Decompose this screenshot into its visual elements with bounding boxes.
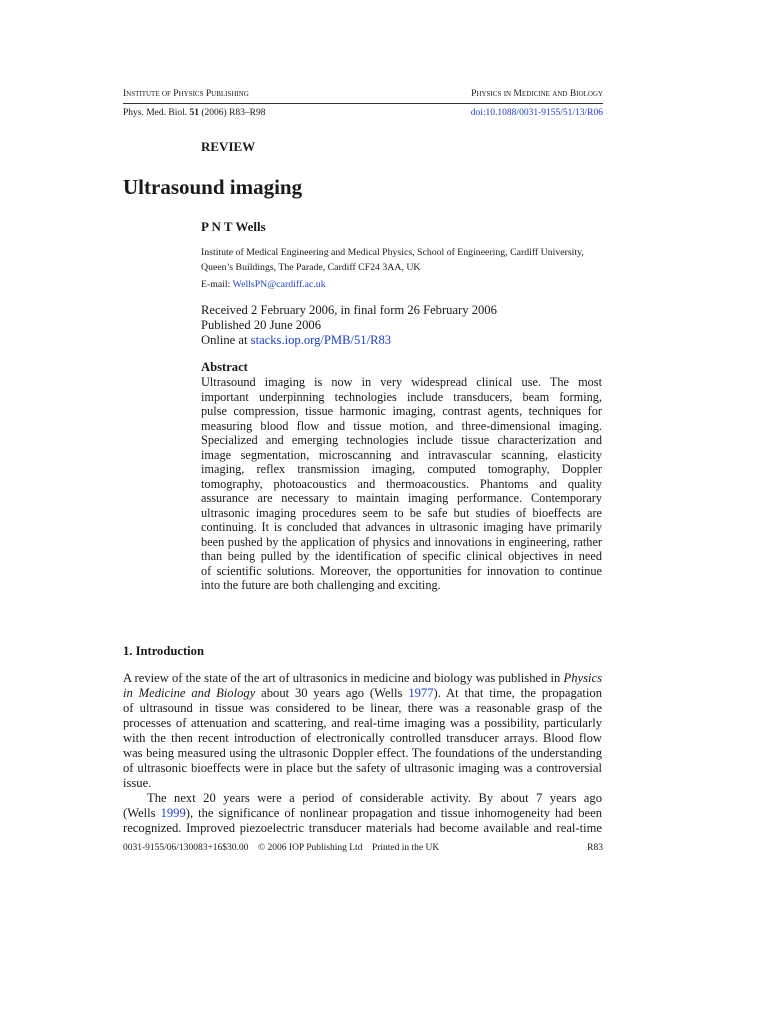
section-heading-introduction: 1. Introduction xyxy=(123,644,204,658)
abstract-line: important underpinning technologies include transducers, beam forming, xyxy=(201,389,602,404)
journal-name: Physics in Medicine and Biology xyxy=(471,89,603,99)
abstract-line: ultrasonic imaging procedures seem to be safe but studies of bioeffects are xyxy=(201,505,602,520)
footer-left xyxy=(123,843,439,853)
abstract-line: assurance are necessary to maintain imaging performance. Contemporary xyxy=(201,491,602,505)
email-line xyxy=(201,279,326,290)
paragraph-line xyxy=(123,806,602,821)
paragraph-line: of ultrasound in tissue was considered to be linear, there was a reasonable grasp of the xyxy=(123,701,602,715)
journal-italic: Physics xyxy=(563,671,602,685)
affiliation-line: Institute of Medical Engineering and Medical Physics, School of Engineering, Cardiff University, xyxy=(201,247,584,258)
online-link[interactable]: stacks.iop.org/PMB/51/R83 xyxy=(250,333,392,347)
citation-volume: 51 xyxy=(189,108,200,118)
text-run: ). At that time, the propagation xyxy=(433,686,602,700)
paragraph-line: issue. xyxy=(123,776,152,790)
abstract-line: than being pulled by the identification of specific clinical objectives in need xyxy=(201,549,602,563)
text-run: ), the significance of nonlinear propagation and tissue inhomogeneity had been xyxy=(185,806,602,820)
abstract-line: continuing. It is concluded that advances in ultrasonic imaging have primarily xyxy=(201,520,602,534)
paragraph-line: The next 20 years were a period of considerable activity. By about 7 years ago xyxy=(147,791,602,805)
article-type: REVIEW xyxy=(201,139,256,154)
email-label: E-mail: xyxy=(201,279,231,290)
introduction-body xyxy=(123,671,602,836)
abstract-line: tomography, photoacoustics and thermoacoustics. Phantoms and quality xyxy=(201,476,602,491)
page-number: R83 xyxy=(587,843,603,853)
online-line xyxy=(201,333,497,348)
publication-history xyxy=(201,303,497,348)
citation-pages: (2006) R83–R98 xyxy=(201,108,266,118)
abstract-line: Ultrasound imaging is now in very widespread clinical use. The most xyxy=(201,375,602,389)
affiliation xyxy=(201,245,584,275)
text-run: A review of the state of the art of ultrasonics in medicine and biology was published in xyxy=(123,671,561,685)
footer-code: 0031-9155/06/130083+16$30.00 xyxy=(123,843,249,853)
publisher-name: Institute of Physics Publishing xyxy=(123,89,249,99)
received-date: Received 2 February 2006, in final form 26 February 2006 xyxy=(201,303,497,317)
published-date: Published 20 June 2006 xyxy=(201,318,321,332)
abstract-line: been pushed by the application of physics and innovations in engineering, rather xyxy=(201,534,602,549)
paragraph-line: of ultrasonic bioeffects were in place but the safety of ultrasonic imaging was a controversial xyxy=(123,761,602,775)
abstract-line: pulse compression, tissue harmonic imaging, contrast agents, techniques for xyxy=(201,404,602,418)
abstract-body xyxy=(201,375,602,593)
paragraph-line xyxy=(123,686,602,701)
reference-link-1999[interactable]: 1999 xyxy=(160,806,186,820)
abstract-line: Specialized and emerging technologies include tissue characterization and xyxy=(201,433,602,447)
doi-link[interactable]: doi:10.1088/0031-9155/51/13/R06 xyxy=(470,108,603,118)
paragraph-line: recognized. Improved piezoelectric transducer materials had become available and real-time xyxy=(123,821,602,835)
reference-link-1977[interactable]: 1977 xyxy=(408,686,434,700)
footer-printed: Printed in the UK xyxy=(371,843,440,853)
abstract-heading: Abstract xyxy=(201,360,248,374)
online-label: Online at xyxy=(201,333,248,347)
citation-journal: Phys. Med. Biol. xyxy=(123,108,188,118)
citation xyxy=(123,108,266,118)
paragraph-line: processes of attenuation and scattering, and real-time imaging was a possibility, particularly xyxy=(123,716,602,730)
text-run: about 30 years ago (Wells xyxy=(261,686,403,700)
paragraph-line xyxy=(123,671,602,686)
author-name: P N T Wells xyxy=(201,219,266,234)
abstract-line: imaging, reflex transmission imaging, computed tomography, Doppler xyxy=(201,462,602,476)
journal-italic: in Medicine and Biology xyxy=(123,686,256,700)
paragraph-line: was being measured using the ultrasonic Doppler effect. The foundations of the understanding xyxy=(123,746,602,760)
header-rule xyxy=(123,103,603,104)
affiliation-line: Queen’s Buildings, The Parade, Cardiff CF24 3AA, UK xyxy=(201,262,421,273)
paragraph-line: with the then recent introduction of electronically controlled transducer arrays. Blood flow xyxy=(123,731,602,745)
text-run: (Wells xyxy=(123,806,156,820)
abstract-line: measuring blood flow and tissue motion, and three-dimensional imaging. xyxy=(201,418,602,433)
footer-copyright: © 2006 IOP Publishing Ltd xyxy=(257,843,363,853)
article-title: Ultrasound imaging xyxy=(123,175,303,199)
abstract-line: of scientific solutions. Moreover, the opportunities for innovation to continue xyxy=(201,563,602,578)
abstract-line: into the future are both challenging and exciting. xyxy=(201,578,441,592)
email-link[interactable]: WellsPN@cardiff.ac.uk xyxy=(232,279,326,290)
abstract-line: image segmentation, microscanning and intravascular scanning, elasticity xyxy=(201,447,602,462)
